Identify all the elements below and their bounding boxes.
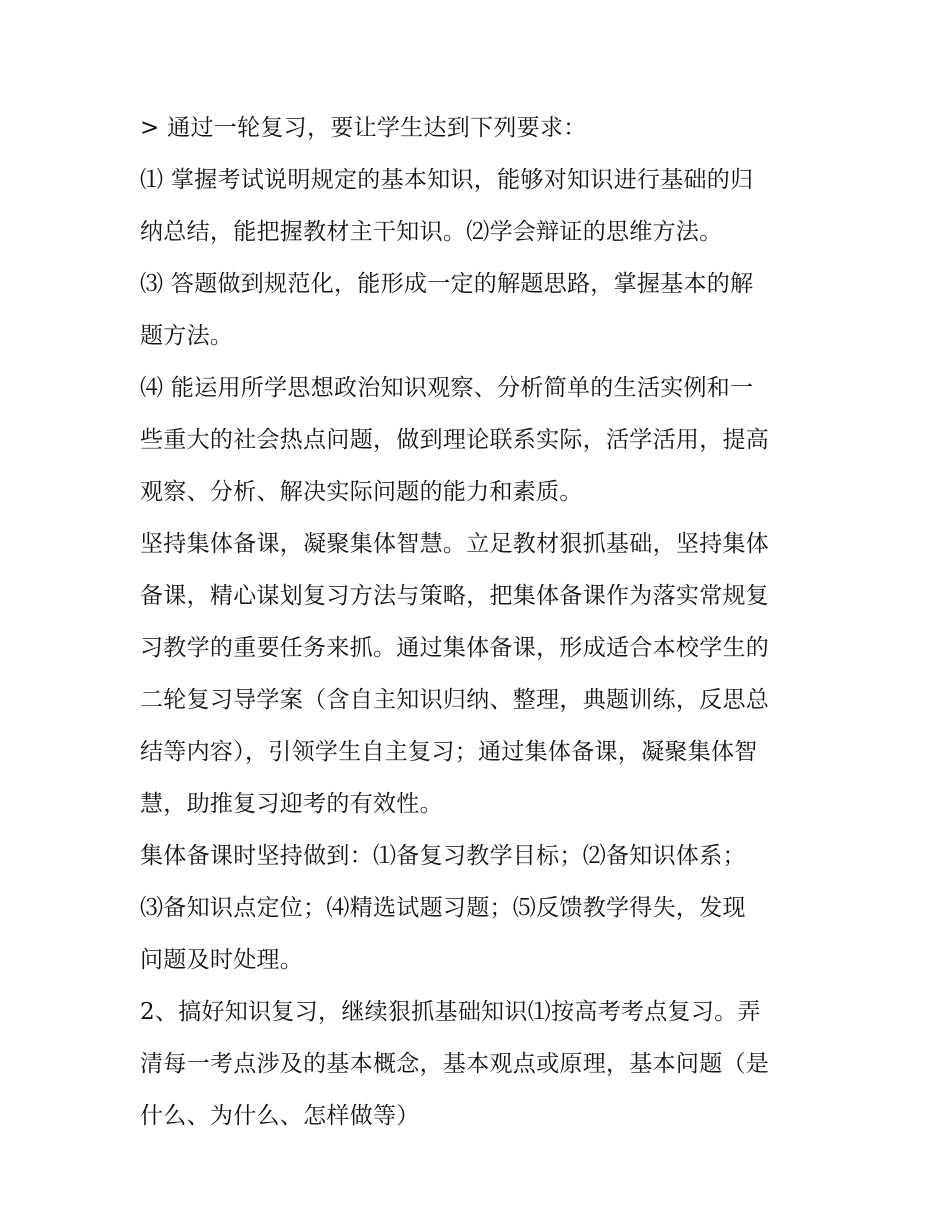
- text-line: 些重大的社会热点问题，做到理论联系实际，活学活用，提高: [140, 427, 770, 453]
- text-line: 什么、为什么、怎样做等）: [140, 1103, 420, 1129]
- text-line: 纳总结，能把握教材主干知识。⑵学会辩证的思维方法。: [140, 219, 723, 245]
- text-line: 慧，助推复习迎考的有效性。: [140, 791, 443, 817]
- text-line: 题方法。: [140, 323, 234, 349]
- text-line: 2、搞好知识复习，继续狠抓基础知识⑴按高考考点复习。弄: [140, 999, 761, 1025]
- text-line: 清每一考点涉及的基本概念，基本观点或原理，基本问题（是: [140, 1051, 770, 1077]
- document-body: [140, 102, 820, 1142]
- text-line: 二轮复习导学案（含自主知识归纳、整理，典题训练，反思总: [140, 687, 770, 713]
- text-line: ⑶备知识点定位；⑷精选试题习题；⑸反馈教学得失，发现: [140, 895, 746, 921]
- text-line: 坚持集体备课，凝聚集体智慧。立足教材狠抓基础，坚持集体: [140, 531, 770, 557]
- text-line: > 通过一轮复习，要让学生达到下列要求：: [140, 115, 587, 141]
- text-line: ⑷ 能运用所学思想政治知识观察、分析简单的生活实例和一: [140, 375, 754, 401]
- text-line: 结等内容），引领学生自主复习；通过集体备课，凝聚集体智: [140, 739, 758, 765]
- text-line: ⑶ 答题做到规范化，能形成一定的解题思路，掌握基本的解: [140, 271, 754, 297]
- text-line: 集体备课时坚持做到：⑴备复习教学目标；⑵备知识体系；: [140, 843, 746, 869]
- text-line: 习教学的重要任务来抓。通过集体备课，形成适合本校学生的: [140, 635, 770, 661]
- text-line: 问题及时处理。: [140, 947, 304, 973]
- text-line: 备课，精心谋划复习方法与策略，把集体备课作为落实常规复: [140, 583, 770, 609]
- text-line: 观察、分析、解决实际问题的能力和素质。: [140, 479, 583, 505]
- text-line: ⑴ 掌握考试说明规定的基本知识，能够对知识进行基础的归: [140, 167, 754, 193]
